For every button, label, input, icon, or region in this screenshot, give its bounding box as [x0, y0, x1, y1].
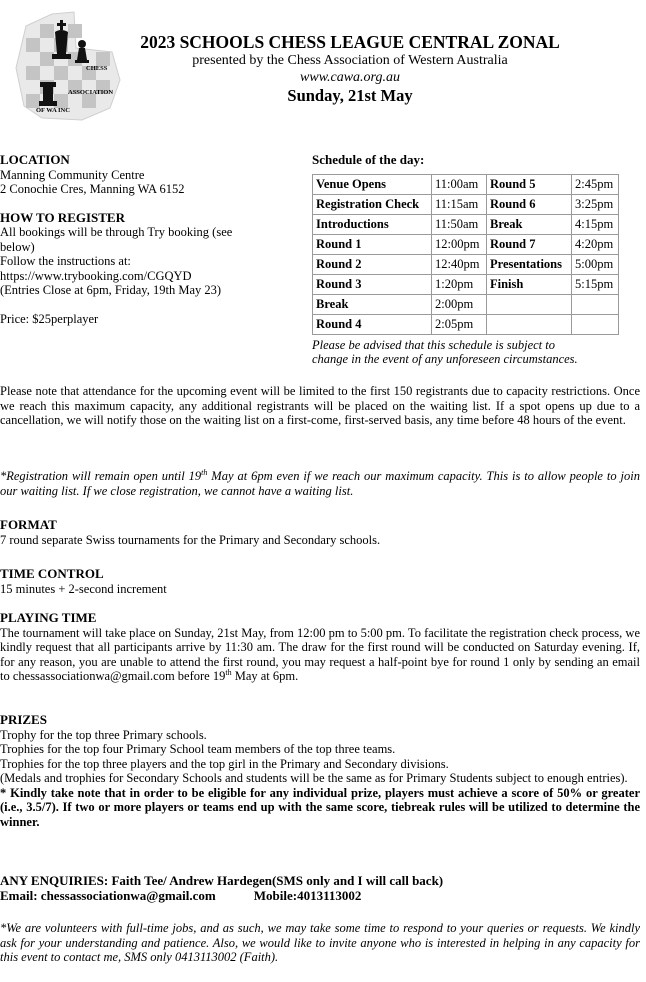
schedule-time-cell: 2:00pm [432, 294, 487, 314]
playing-time-section [0, 611, 640, 684]
schedule-time-cell: 12:40pm [432, 254, 487, 274]
schedule-note [312, 338, 632, 367]
schedule-event-cell: Round 4 [313, 314, 432, 334]
schedule-note-line-2: change in the event of any unforeseen circumstances. [312, 352, 578, 366]
prizes-section [0, 713, 640, 829]
booking-link[interactable]: https://www.trybooking.com/CGQYD [0, 268, 192, 283]
event-date: Sunday, 21st May [287, 86, 413, 105]
register-title: HOW TO REGISTER [0, 209, 125, 225]
format-section [0, 518, 640, 547]
registration-note-sup: th [201, 467, 208, 477]
playing-time-sup: th [225, 667, 232, 677]
schedule-event-cell: Round 6 [487, 194, 572, 214]
schedule-time-cell: 2:05pm [432, 314, 487, 334]
time-control-text: 15 minutes + 2-second increment [0, 581, 167, 596]
schedule-event-cell [487, 294, 572, 314]
registration-note-pre: *Registration will remain open until 19 [0, 469, 202, 483]
time-control-section [0, 567, 640, 596]
attendance-paragraph: Please note that attendance for the upcoming event will be limited to the first 150 registrants due to capacity restrictions. Once we reach this maximum capacity, any additional registrants will be placed on the waiting list. If a spot opens up due to a cancellation, we will notify those on the waiting list on a first-come, first-served basis, any time before 48 hours of the event. [0, 384, 640, 427]
schedule-time-cell [572, 314, 619, 334]
location-line-1: Manning Community Centre [0, 167, 145, 182]
logo-text-wa: OF WA INC [36, 107, 70, 114]
schedule-time-cell: 12:00pm [432, 234, 487, 254]
location-line-2: 2 Conochie Cres, Manning WA 6152 [0, 182, 185, 196]
prize-line-3: Trophies for the top three players and the top girl in the Primary and Secondary divisions. [0, 756, 449, 771]
schedule-event-cell: Venue Opens [313, 174, 432, 194]
playing-time-post: May at 6pm. [231, 669, 299, 683]
register-line-5: (Entries Close at 6pm, Friday, 19th May 23) [0, 283, 222, 297]
format-title: FORMAT [0, 517, 57, 532]
prize-line-2: Trophies for the top four Primary School team members of the top three teams. [0, 742, 396, 756]
schedule-event-cell: Break [487, 214, 572, 234]
schedule-event-cell: Introductions [313, 214, 432, 234]
schedule-time-cell: 11:50am [432, 214, 487, 234]
schedule-event-cell: Finish [487, 274, 572, 294]
prize-line-4: (Medals and trophies for Secondary Schools and students will be the same as for Primary Students subject to enough entries). [0, 771, 628, 785]
location-title: LOCATION [0, 152, 70, 167]
schedule-event-cell: Presentations [487, 254, 572, 274]
register-line-2: below) [0, 239, 35, 254]
schedule-time-cell: 5:00pm [572, 254, 619, 274]
website-link[interactable]: www.cawa.org.au [300, 70, 400, 85]
logo-text-chess: CHESS [86, 65, 108, 72]
contact-line [0, 889, 640, 904]
schedule-event-cell: Round 3 [313, 274, 432, 294]
schedule-event-cell: Round 5 [487, 174, 572, 194]
schedule-time-cell: 1:20pm [432, 274, 487, 294]
schedule-time-cell [572, 294, 619, 314]
schedule-time-cell: 2:45pm [572, 174, 619, 194]
schedule-event-cell [487, 314, 572, 334]
price-text: Price: $25perplayer [0, 311, 99, 326]
prizes-title: PRIZES [0, 712, 47, 727]
cawa-logo [12, 8, 124, 122]
register-line-1: All bookings will be through Try booking (see [0, 225, 233, 239]
schedule-time-cell: 5:15pm [572, 274, 619, 294]
info-column [0, 153, 300, 326]
playing-time-text [0, 626, 640, 684]
schedule-row [313, 214, 619, 234]
volunteer-note: *We are volunteers with full-time jobs, and as such, we may take some time to respond to your queries or requests. We kindly ask for your understanding and patience. Also, we would like to invite anyone who is interested in helping in any capacity for this event to contact me, SMS only 0413113002 (Faith). [0, 921, 640, 964]
prize-line-1: Trophy for the top three Primary schools. [0, 727, 207, 742]
schedule-event-cell: Round 7 [487, 234, 572, 254]
enquiries-section [0, 874, 640, 903]
playing-time-pre: The tournament will take place on Sunday, 21st May, from 12:00 pm to 5:00 pm. To facilitate the registration check process, we kindly request that all participants arrive by 11:30 am. The draw for the first round will be conducted on Saturday evening. If, for any reason, you are unable to attend the first round, you may request a half-point bye for round 1 only by sending an email to chessassociationwa@gmail.com before 19 [0, 625, 640, 683]
schedule-row [313, 294, 619, 314]
schedule-time-cell: 11:00am [432, 174, 487, 194]
schedule-event-cell: Break [313, 294, 432, 314]
schedule-time-cell: 3:25pm [572, 194, 619, 214]
schedule-section [312, 153, 642, 367]
registration-note [0, 469, 640, 498]
chess-logo-icon [12, 8, 124, 122]
schedule-time-cell: 4:15pm [572, 214, 619, 234]
contact-mobile: Mobile:4013113002 [253, 887, 362, 903]
schedule-row [313, 234, 619, 254]
prize-eligibility-note: * Kindly take note that in order to be eligible for any individual prize, players must achieve a score of 50% or greater (i.e., 3.5/7). If two or more players or teams end up with the same score, tiebreak rules will be utilized to determine the winner. [0, 785, 640, 829]
register-line-3: Follow the instructions at: [0, 254, 131, 268]
schedule-row [313, 314, 619, 334]
playing-time-title: PLAYING TIME [0, 610, 97, 625]
schedule-row [313, 194, 619, 214]
schedule-time-cell: 11:15am [432, 194, 487, 214]
schedule-row [313, 274, 619, 294]
schedule-table [312, 174, 619, 335]
schedule-time-cell: 4:20pm [572, 234, 619, 254]
schedule-event-cell: Round 2 [313, 254, 432, 274]
schedule-title: Schedule of the day: [312, 152, 425, 167]
format-text: 7 round separate Swiss tournaments for the Primary and Secondary schools. [0, 532, 381, 547]
schedule-event-cell: Registration Check [313, 194, 432, 214]
event-title: 2023 SCHOOLS CHESS LEAGUE CENTRAL ZONAL [140, 32, 560, 52]
logo-text-association: ASSOCIATION [68, 89, 114, 96]
event-subtitle: presented by the Chess Association of Western Australia [192, 53, 508, 68]
schedule-row [313, 254, 619, 274]
flyer-header [110, 32, 590, 106]
time-control-title: TIME CONTROL [0, 566, 104, 581]
schedule-row [313, 174, 619, 194]
registration-note-post: May at 6pm even if we reach our maximum capacity. This is to allow people to join our waiting list. If we close registration, we cannot have a waiting list. [0, 469, 640, 498]
schedule-event-cell: Round 1 [313, 234, 432, 254]
contact-email[interactable]: Email: chessassociationwa@gmail.com [0, 887, 216, 903]
schedule-note-line-1: Please be advised that this schedule is subject to [312, 337, 556, 352]
enquiries-line: ANY ENQUIRIES: Faith Tee/ Andrew Hardegen(SMS only and I will call back) [0, 873, 444, 888]
